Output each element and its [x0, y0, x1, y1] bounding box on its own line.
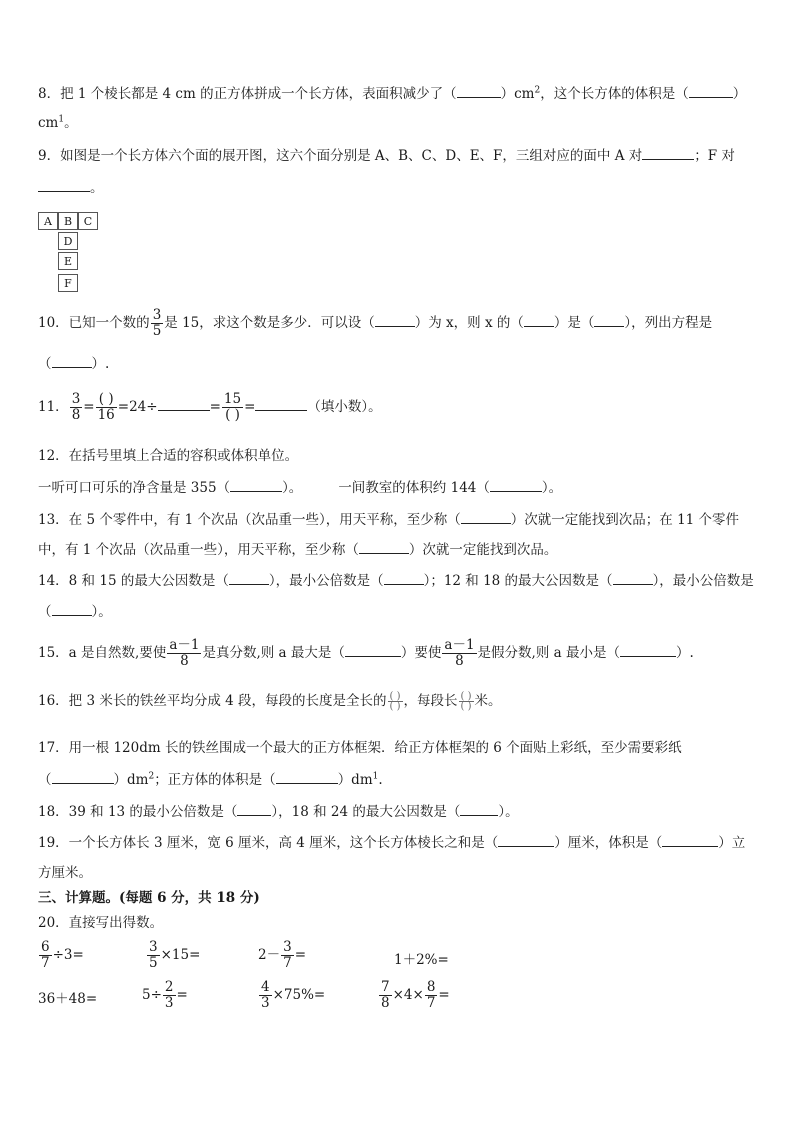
calc-item: $\frac{7}{8}$ ×4× $\frac{8}{7}$ = — [381, 979, 450, 1011]
answer-blank[interactable] — [384, 571, 424, 585]
fraction: $\frac{7}{8}$ — [381, 979, 390, 1011]
calc-item: 1＋2%= — [394, 952, 449, 968]
answer-blank[interactable] — [613, 571, 653, 585]
net-face-d: D — [58, 232, 78, 250]
fraction: $\frac{4}{3}$ — [261, 979, 270, 1011]
fraction-blank[interactable]: $\frac{( )}{16}$ — [97, 391, 115, 423]
section-heading: 三、计算题。(每题 6 分，共 18 分) — [38, 890, 260, 906]
question-10-cont: （ ）. — [38, 356, 110, 372]
calc-item: $\frac{6}{7}$ ÷3= — [41, 939, 84, 971]
answer-blank[interactable] — [490, 478, 542, 492]
fraction: $\frac{a-1}{8}$ — [444, 637, 475, 669]
answer-blank[interactable] — [642, 146, 694, 160]
answer-blank[interactable] — [52, 354, 92, 368]
net-face-c: C — [78, 212, 98, 230]
question-8-cont: $cm^1$。 — [38, 114, 78, 131]
question-16: 16．把 3 米长的铁丝平均分成 4 段，每段的长度是全长的 $\frac{( )}{( )}$ ，每段长 $\frac{( )}{( )}$ 米。 — [38, 691, 502, 712]
question-10: 10．已知一个数的 $\frac{3}{5}$ 是 15，求这个数是多少．可以设（ ）为 x，则 x 的（ ）是（ ），列出方程是 — [38, 307, 713, 339]
fraction: $\frac{3}{5}$ — [149, 939, 158, 971]
answer-blank[interactable] — [457, 84, 501, 98]
question-11: 11． $\frac{3}{8}$ = $\frac{( )}{16}$ =24÷ = $\frac{15}{( )}$ = （填小数）。 — [38, 391, 382, 423]
calc-item: 5÷ $\frac{2}{3}$ = — [142, 979, 188, 1011]
fraction: $\frac{8}{7}$ — [426, 979, 436, 1011]
calc-item: $\frac{3}{5}$ ×15= — [149, 939, 201, 971]
question-18: 18．39 和 13 的最小公倍数是（ ），18 和 24 的最大公因数是（ ）。 — [38, 804, 519, 820]
answer-blank[interactable] — [460, 802, 498, 816]
question-12-items: 一听可口可乐的净含量是 355（ ）。 一间教室的体积约 144（ ）。 — [38, 480, 563, 496]
fraction: $\frac{3}{8}$ — [71, 391, 81, 423]
answer-blank[interactable] — [594, 313, 624, 327]
fraction: $\frac{6}{7}$ — [41, 939, 50, 971]
calc-item: 2－ $\frac{3}{7}$ = — [258, 939, 306, 971]
answer-blank[interactable] — [345, 643, 401, 657]
answer-blank[interactable] — [52, 602, 92, 616]
answer-blank[interactable] — [255, 397, 307, 411]
net-face-f: F — [58, 274, 78, 292]
net-face-e: E — [58, 252, 78, 270]
answer-blank[interactable] — [375, 313, 415, 327]
question-19-cont: 方厘米。 — [38, 865, 92, 881]
answer-blank[interactable] — [230, 478, 282, 492]
net-face-b: B — [58, 212, 78, 230]
question-15: 15．a 是自然数,要使 $\frac{a-1}{8}$ 是真分数,则 a 最大是（ ）要使 $\frac{a-1}{8}$ 是假分数,则 a 最小是（ ）. — [38, 637, 694, 669]
answer-blank[interactable] — [524, 313, 554, 327]
answer-blank[interactable] — [620, 643, 676, 657]
fraction: $\frac{a-1}{8}$ — [169, 637, 200, 669]
answer-blank[interactable] — [158, 397, 210, 411]
fraction-blank[interactable]: $\frac{( )}{( )}$ — [389, 691, 401, 712]
fraction-blank[interactable]: $\frac{( )}{( )}$ — [460, 691, 472, 712]
answer-blank[interactable] — [689, 84, 733, 98]
answer-blank[interactable] — [229, 571, 269, 585]
calc-item: 36＋48= — [38, 991, 98, 1007]
question-14: 14．8 和 15 的最大公因数是（ ），最小公倍数是（ ）；12 和 18 的最大公因数是（ ），最小公倍数是 — [38, 573, 754, 589]
answer-blank[interactable] — [237, 802, 271, 816]
fraction: $\frac{3}{5}$ — [152, 307, 162, 339]
answer-blank[interactable] — [461, 510, 511, 524]
question-17-cont: （ ）$dm^2$；正方体的体积是（ ）$dm^1$. — [38, 771, 383, 788]
answer-blank[interactable] — [359, 540, 409, 554]
question-14-cont: （ ）。 — [38, 604, 112, 620]
question-13: 13．在 5 个零件中，有 1 个次品（次品重一些），用天平称，至少称（ ）次就一定能找到次品；在 11 个零件 — [38, 512, 740, 528]
question-8: 8．把 1 个棱长都是 4 cm 的正方体拼成一个长方体，表面积减少了（ ）$cm^2$，这个长方体的体积是（ ） — [38, 85, 747, 102]
question-12: 12．在括号里填上合适的容积或体积单位。 — [38, 448, 299, 464]
answer-blank[interactable] — [276, 770, 338, 784]
fraction: $\frac{3}{7}$ — [283, 939, 292, 971]
question-17: 17．用一根 120dm 长的铁丝围成一个最大的正方体框架．给正方体框架的 6 个面贴上彩纸，至少需要彩纸 — [38, 740, 682, 756]
question-20: 20．直接写出得数。 — [38, 915, 164, 931]
question-19: 19．一个长方体长 3 厘米，宽 6 厘米，高 4 厘米，这个长方体棱长之和是（ ）厘米，体积是（ ）立 — [38, 835, 746, 851]
answer-blank[interactable] — [38, 178, 90, 192]
net-face-a: A — [38, 212, 58, 230]
question-9-cont: 。 — [38, 178, 104, 197]
calc-item: $\frac{4}{3}$ ×75%= — [261, 979, 326, 1011]
answer-blank[interactable] — [662, 833, 718, 847]
fraction: $\frac{2}{3}$ — [164, 979, 174, 1011]
answer-blank[interactable] — [498, 833, 554, 847]
answer-blank[interactable] — [52, 770, 114, 784]
question-9: 9．如图是一个长方体六个面的展开图，这六个面分别是 A、B、C、D、E、F，三组对应的面中 A 对 ；F 对 — [38, 148, 735, 164]
fraction-blank[interactable]: $\frac{15}{( )}$ — [223, 391, 242, 423]
question-13-cont: 中，有 1 个次品（次品重一些），用天平称，至少称（ ）次就一定能找到次品。 — [38, 542, 558, 558]
